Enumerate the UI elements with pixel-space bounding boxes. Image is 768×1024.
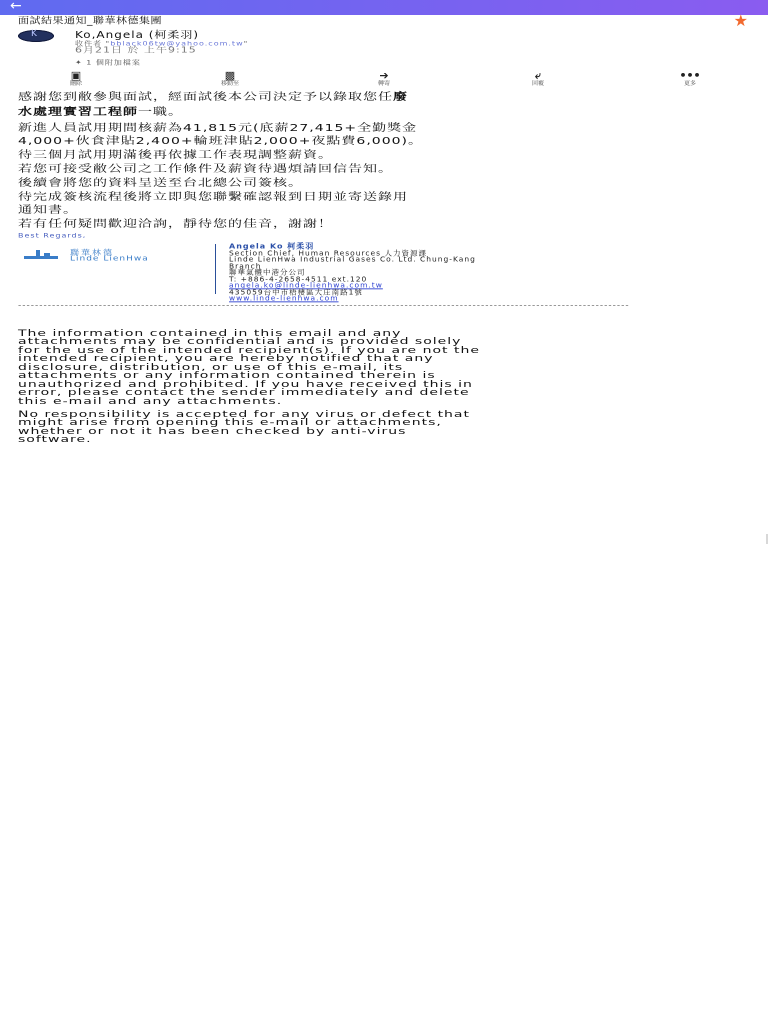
delete-label: 刪除 <box>69 80 82 87</box>
body-line <box>18 89 758 103</box>
more-button[interactable] <box>660 71 720 87</box>
body-text-segment: 感謝您到敝參與面試，經面試後本公司決定予以錄取您任 <box>18 91 393 103</box>
disclaimer-line: software. <box>18 434 92 445</box>
email-toolbar <box>0 71 768 89</box>
body-line: 後續會將您的資料呈送至台北總公司簽核。 <box>18 177 303 189</box>
disclaimer-line: might arise from opening this e-mail or attachments, <box>18 417 442 428</box>
disclaimer-line: intended recipient, you are hereby notified that any <box>18 353 434 364</box>
body-line: 若有任何疑問歡迎洽詢，靜待您的佳音，謝謝！ <box>18 218 333 230</box>
more-label: 更多 <box>683 80 696 87</box>
signature-address: 435059台中市梧棲區大庄南路1號 <box>229 287 363 296</box>
disclaimer-line: whether or not it has been checked by anti-virus <box>18 426 407 437</box>
reply-button[interactable] <box>508 71 568 87</box>
back-arrow-icon[interactable]: ← <box>10 0 22 14</box>
disclaimer-line: unauthorized and prohibited. If you have received this in <box>18 379 473 390</box>
star-icon[interactable]: ★ <box>733 11 748 30</box>
move-button[interactable] <box>200 71 260 87</box>
body-line <box>18 104 758 118</box>
sign-off: Best Regards, <box>18 232 87 240</box>
signature-email-link[interactable]: angela.ko@linde-lienhwa.com.tw <box>229 281 383 290</box>
body-line: 新進人員試用期間核薪為41,815元(底薪27,415+全勤獎金 <box>18 122 418 134</box>
disclaimer-line: disclosure, distribution, or use of this e-mail, its <box>18 362 404 373</box>
recipient-address[interactable]: bblack06tw@yahoo.com.tw <box>110 40 244 48</box>
disclaimer-line: The information contained in this email and any <box>18 328 402 339</box>
disclaimer-line: this e-mail and any attachments. <box>18 396 283 407</box>
reply-label: 回覆 <box>531 80 544 87</box>
forward-icon: ➔ <box>379 69 389 82</box>
job-title: 水處理實習工程師 <box>18 106 138 118</box>
logo-name-en: Linde LienHwa <box>70 255 149 263</box>
attachment-link[interactable] <box>75 59 141 66</box>
trash-icon: ▣ <box>70 69 82 82</box>
paperclip-icon: ✦ <box>75 59 87 67</box>
disclaimer-line: for the use of the intended recipient(s). If you are not the <box>18 345 480 356</box>
signature-block <box>229 244 476 303</box>
body-line: 待完成簽核流程後將立即與您聯繫確認報到日期並寄送錄用 <box>18 191 408 203</box>
signature-phone: T: +886-4-2658-4511 ext.120 <box>229 274 368 283</box>
avatar[interactable] <box>18 30 54 42</box>
signature-website-link[interactable]: www.linde-lienhwa.com <box>229 294 339 303</box>
company-logo <box>24 248 204 264</box>
move-label: 移動至 <box>220 80 239 87</box>
email-subject: 面試結果通知_聯華林德集團 <box>18 15 162 27</box>
signature-name: Angela Ko 柯柔羽 <box>229 242 315 251</box>
linde-logo-icon <box>24 250 58 262</box>
disclaimer-line: error, please contact the sender immediately and delete <box>18 387 470 398</box>
disclaimer-line: No responsibility is accepted for any virus or defect that <box>18 409 470 420</box>
signature-divider <box>215 244 216 294</box>
body-line: 若您可接受敝公司之工作條件及薪資待遇煩請回信告知。 <box>18 163 393 175</box>
body-line: 4,000+伙食津貼2,400+輪班津貼2,000+夜點費6,000)。 <box>18 135 423 147</box>
body-bold-segment: 廢 <box>393 91 408 103</box>
body-line: 待三個月試用期滿後再依據工作表現調整薪資。 <box>18 149 333 161</box>
disclaimer-line: attachments or any information contained therein is <box>18 370 436 381</box>
recipient-prefix: 收件者 <box>75 40 102 48</box>
email-date: 6月21日 於 上午9:15 <box>75 45 197 55</box>
forward-button[interactable] <box>354 71 414 87</box>
attachment-count: 1 個附加檔案 <box>86 59 141 67</box>
reply-icon: ⤶ <box>534 69 542 82</box>
avatar-initial-icon: K <box>31 29 37 39</box>
signature-title: Section Chief, Human Resources 人力資源課 <box>229 248 427 257</box>
delete-button[interactable] <box>46 71 106 87</box>
separator-line: ------------------------------------------------------------------------------------------------------------------------------------------------ <box>18 302 630 310</box>
recipient-line: 收件者 "bblack06tw@yahoo.com.tw" <box>75 40 249 48</box>
signature-branch: Branch <box>229 261 262 270</box>
more-icon: ••• <box>679 69 701 82</box>
disclaimer-line: attachments may be confidential and is provided solely <box>18 336 462 347</box>
body-line: 通知書。 <box>18 204 78 216</box>
body-text-segment: 一職。 <box>138 106 183 118</box>
forward-label: 轉寄 <box>377 80 390 87</box>
logo-name-zh: 聯華林德 <box>70 249 115 258</box>
signature-company: Linde LienHwa Industrial Gases Co. Ltd. Chung-Kang <box>229 255 476 264</box>
signature-branch-zh: 聯華氣體中港分公司 <box>229 268 306 277</box>
sender-name[interactable]: Ko,Angela (柯柔羽) <box>75 29 200 41</box>
folder-move-icon: ▩ <box>224 69 236 82</box>
top-app-bar <box>0 0 768 15</box>
